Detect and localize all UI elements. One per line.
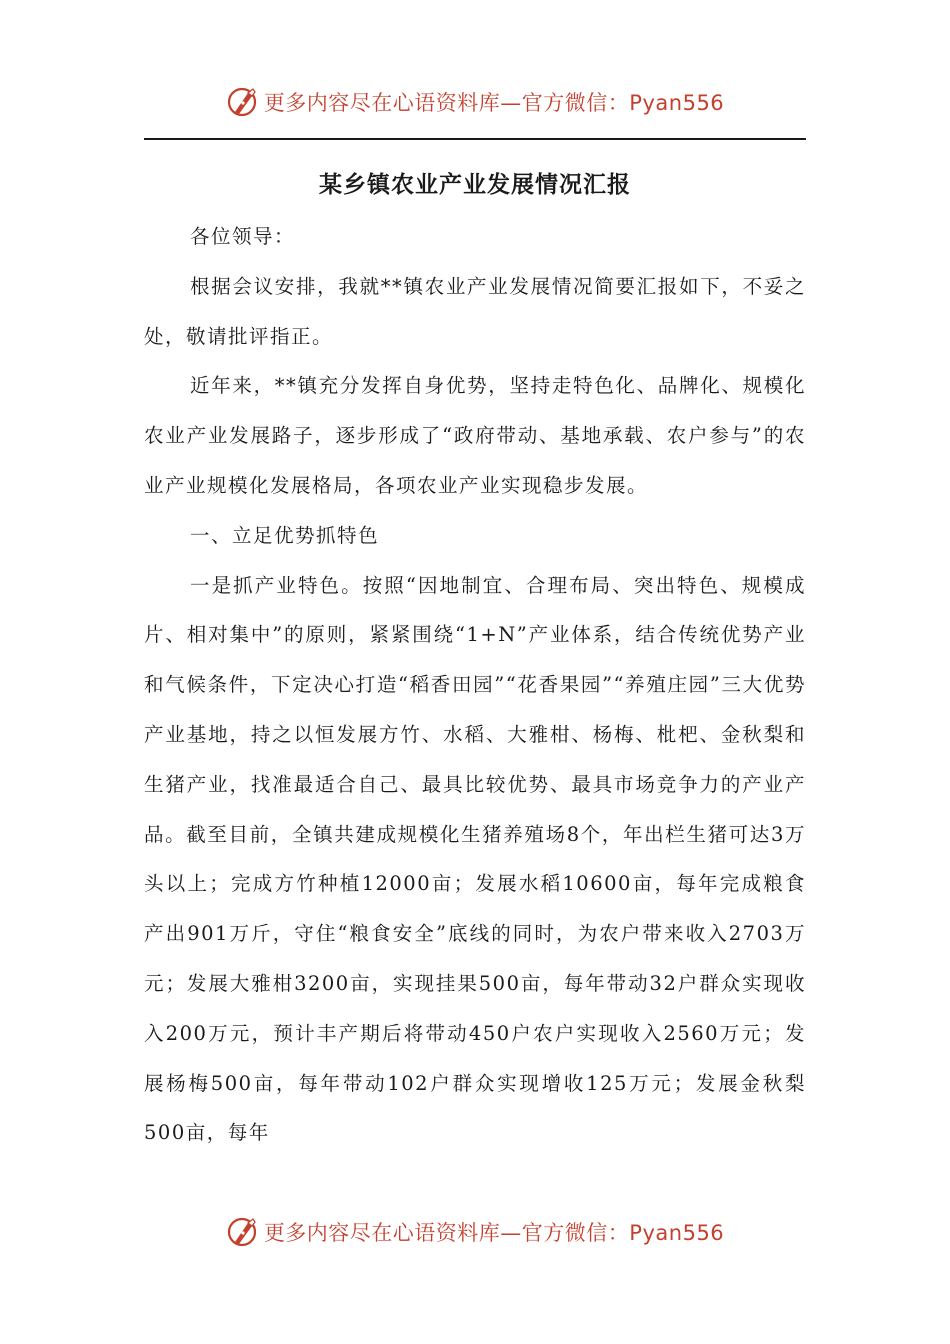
watermark-text: 更多内容尽在心语资料库—官方微信：Pyan556 bbox=[263, 91, 725, 115]
footer-watermark bbox=[0, 1212, 950, 1252]
salutation: 各位领导： bbox=[190, 225, 296, 248]
pen-nib-circle-icon bbox=[226, 1215, 260, 1249]
document-body bbox=[144, 212, 806, 1158]
pen-nib-circle-icon bbox=[226, 85, 260, 119]
paragraph: 一是抓产业特色。按照“因地制宜、合理布局、突出特色、规模成片、相对集中”的原则，紧紧围绕“1+N”产业体系，结合传统优势产业和气候条件，下定决心打造“稻香田园”“花香果园”“养殖庄园”三大优势产业基地，持之以恒发展方竹、水稻、大雅柑、杨梅、枇杷、金秋梨和生猪产业，找准最适合自己、最具比较优势、最具市场竞争力的产业产品。截至目前，全镇共建成规模化生猪养殖场8个，年出栏生猪可达3万头以上；完成方竹种植12000亩；发展水稻10600亩，每年完成粮食产出901万斤，守住“粮食安全”底线的同时，为农户带来收入2703万元；发展大雅柑3200亩，实现挂果500亩，每年带动32户群众实现收入200万元，预计丰产期后将带动450户农户实现收入2560万元；发展杨梅500亩，每年带动102户群众实现增收125万元；发展金秋梨500亩，每年 bbox=[144, 573, 806, 1145]
document-title: 某乡镇农业产业发展情况汇报 bbox=[319, 172, 631, 198]
paragraph: 根据会议安排，我就**镇农业产业发展情况简要汇报如下，不妥之处，敬请批评指正。 bbox=[144, 274, 806, 348]
watermark-text: 更多内容尽在心语资料库—官方微信：Pyan556 bbox=[263, 1221, 725, 1245]
paragraph: 近年来，**镇充分发挥自身优势，坚持走特色化、品牌化、规模化农业产业发展路子，逐步形成了“政府带动、基地承载、农户参与”的农业产业规模化发展格局，各项农业产业实现稳步发展。 bbox=[144, 374, 806, 497]
section-heading: 一、立足优势抓特色 bbox=[190, 523, 380, 547]
header-divider bbox=[144, 138, 806, 140]
header-watermark bbox=[0, 82, 950, 122]
